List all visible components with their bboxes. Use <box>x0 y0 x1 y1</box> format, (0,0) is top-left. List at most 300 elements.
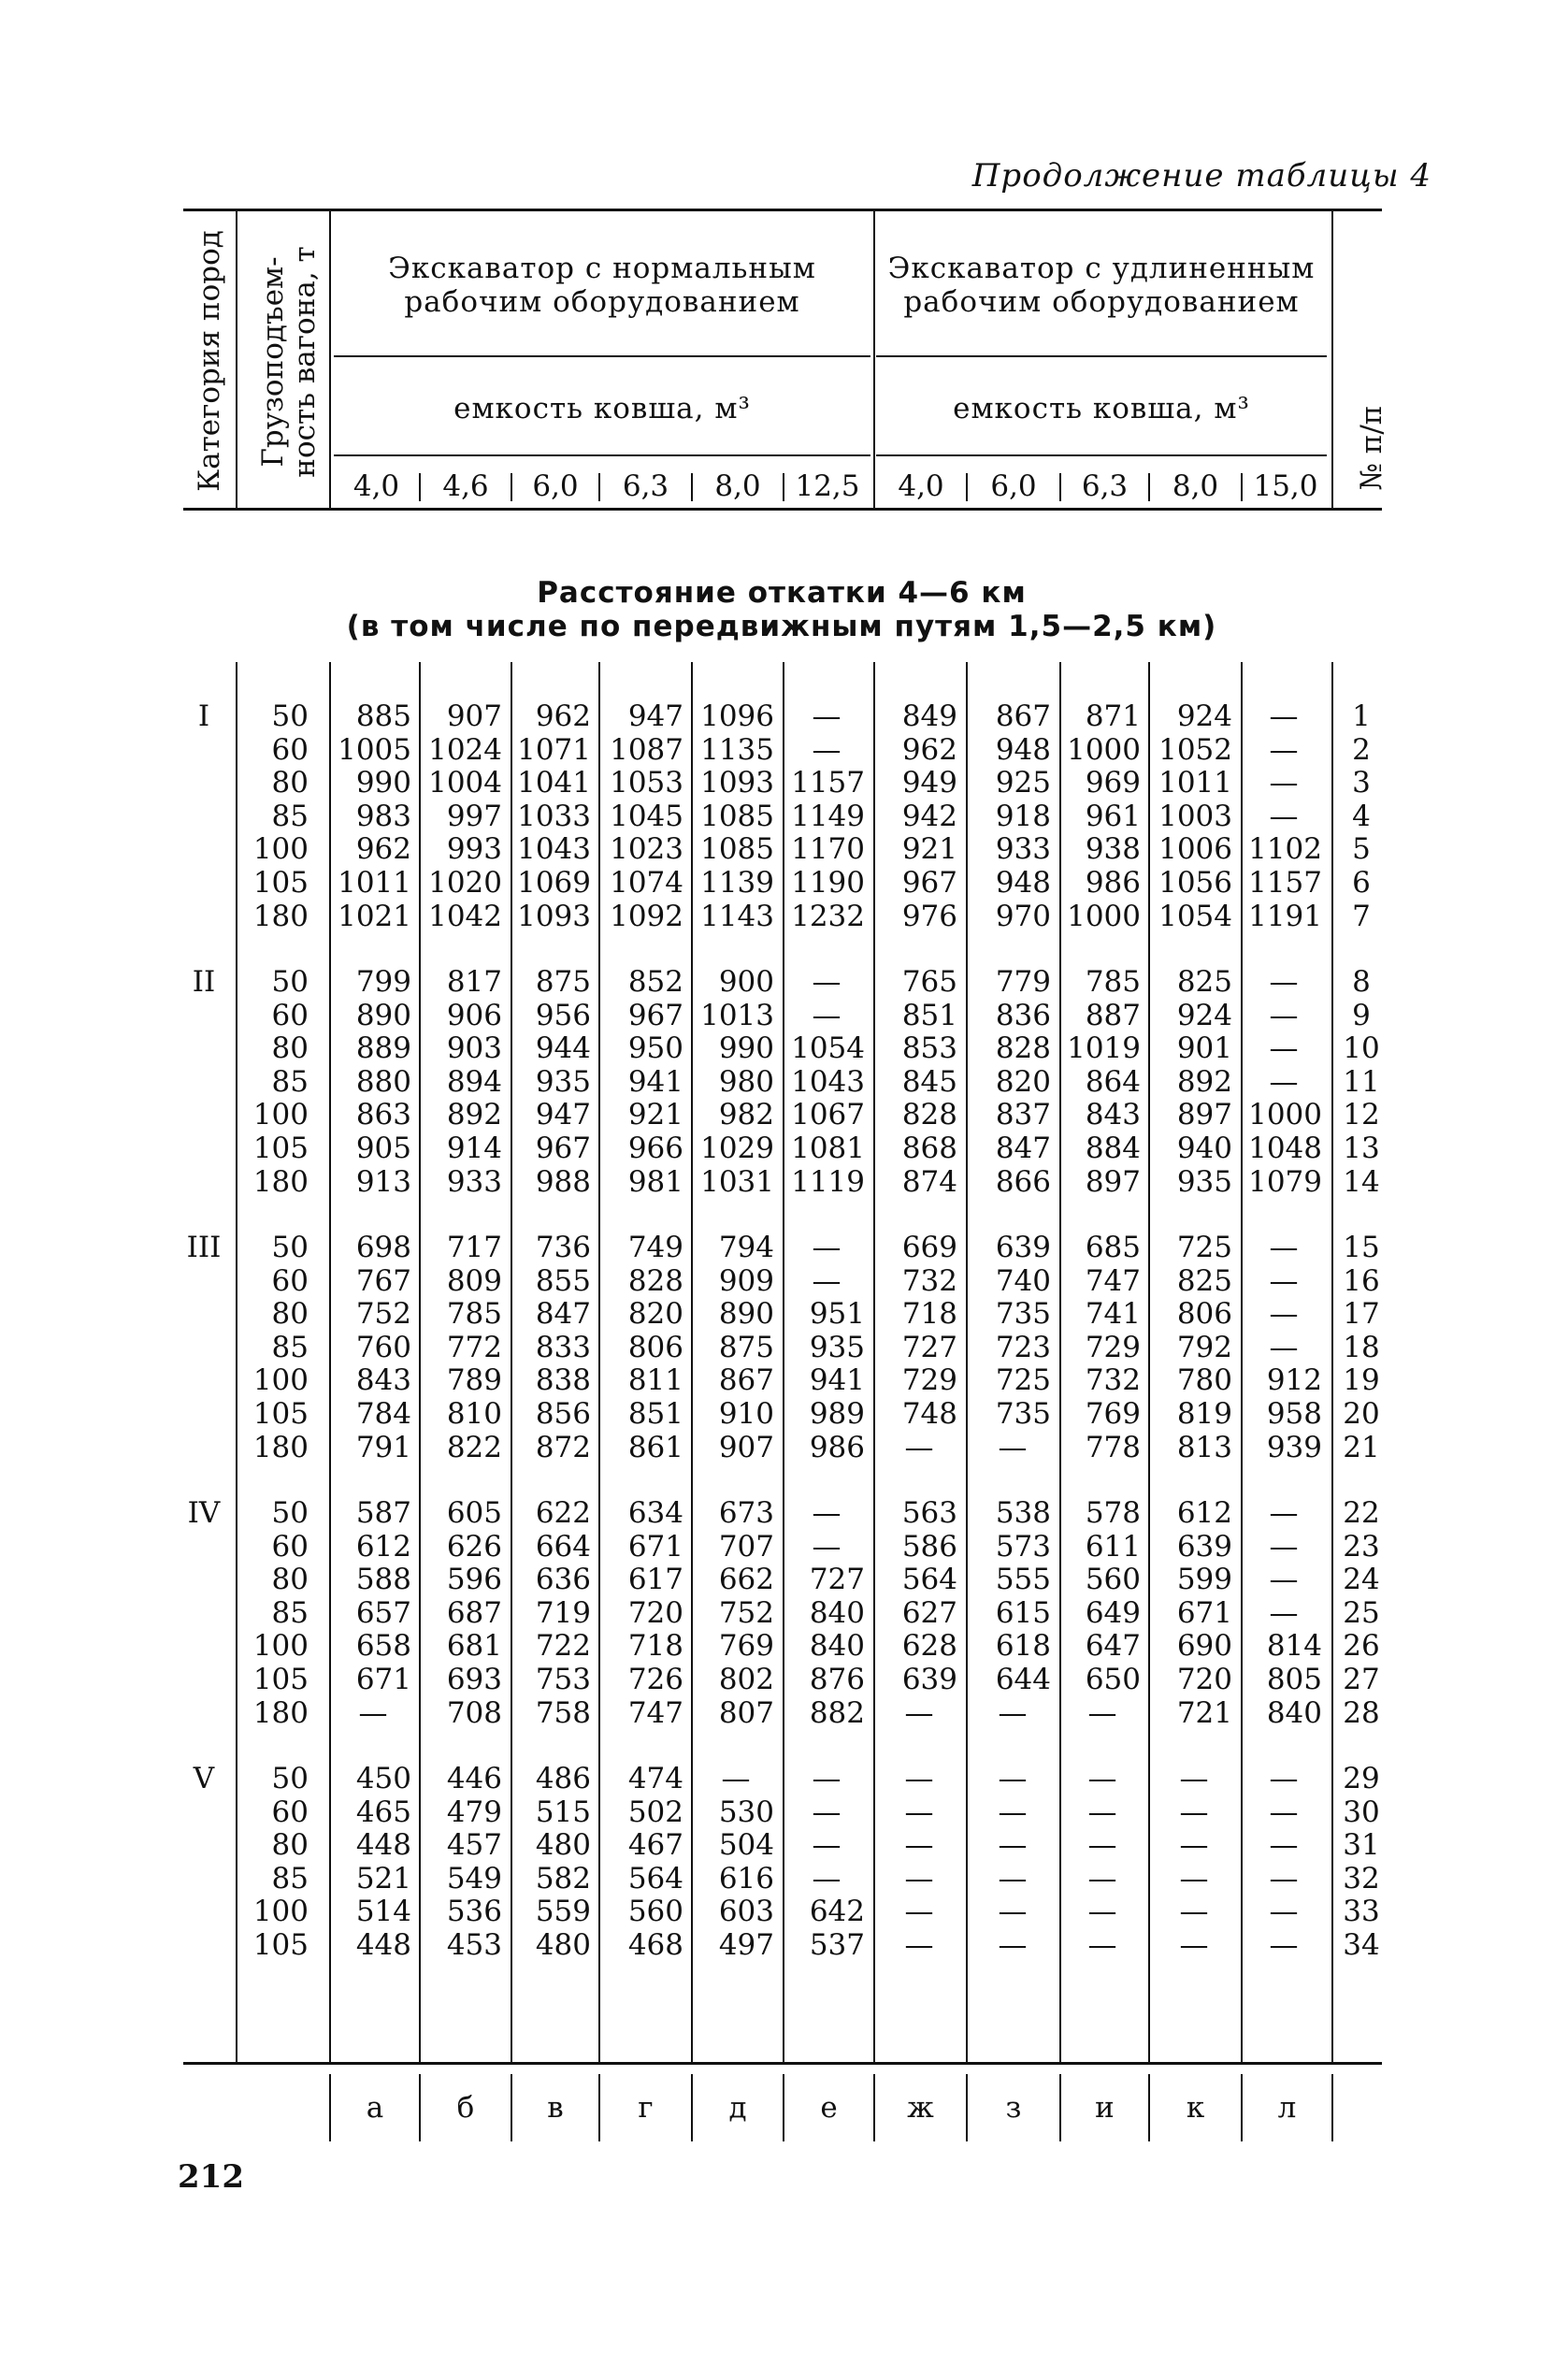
table-cell: 1043 <box>791 1064 865 1099</box>
table-cell: 805 <box>1266 1663 1322 1696</box>
body-column-rule <box>236 662 237 2062</box>
table-cell: 784 <box>355 1397 411 1431</box>
volume-cell: 12,5 <box>795 469 860 503</box>
table-cell: 864 <box>1085 1064 1141 1099</box>
wagon-capacity: 80 <box>271 1031 309 1066</box>
table-cell: 639 <box>901 1663 957 1696</box>
table-cell: 802 <box>718 1663 774 1696</box>
table-cell: 448 <box>355 1928 411 1962</box>
number-header: № п/п <box>1355 405 1388 491</box>
table-cell: 855 <box>535 1263 591 1298</box>
table-cell: 708 <box>446 1695 502 1730</box>
table-cell: 586 <box>901 1529 957 1564</box>
row-number: 32 <box>1343 1861 1380 1896</box>
table-cell: 662 <box>718 1563 774 1597</box>
body-column-rule <box>1331 662 1333 2062</box>
table-cell: 681 <box>446 1629 502 1664</box>
table-cell: 1093 <box>700 766 774 800</box>
table-cell: 840 <box>809 1595 865 1630</box>
footer-letter: к <box>1186 2091 1205 2125</box>
table-cell: 752 <box>718 1595 774 1630</box>
table-cell: — <box>904 1695 934 1730</box>
table-cell: 967 <box>627 998 683 1032</box>
table-cell: 1004 <box>428 766 502 800</box>
table-cell: 962 <box>535 699 591 733</box>
footer-letter: ж <box>907 2091 934 2125</box>
row-number: 21 <box>1343 1430 1380 1464</box>
table-cell: 837 <box>995 1098 1051 1132</box>
table-cell: 820 <box>995 1064 1051 1099</box>
row-number: 34 <box>1343 1928 1380 1962</box>
table-cell: 622 <box>535 1496 591 1530</box>
table-cell: 845 <box>901 1064 957 1099</box>
table-cell: 1119 <box>791 1164 865 1199</box>
wagon-capacity: 85 <box>271 1861 309 1896</box>
table-cell: — <box>1269 1795 1299 1829</box>
wagon-capacity: 85 <box>271 1064 309 1099</box>
table-cell: 1191 <box>1248 899 1322 933</box>
table-cell: 690 <box>1176 1629 1232 1664</box>
row-number: 4 <box>1352 799 1371 833</box>
table-cell: — <box>1087 1828 1117 1863</box>
header-top-rule <box>183 209 1382 211</box>
table-cell: 725 <box>1176 1231 1232 1264</box>
table-cell: 1081 <box>791 1132 865 1165</box>
wagon-capacity: 50 <box>271 965 309 999</box>
table-cell: 767 <box>355 1263 411 1298</box>
table-cell: 732 <box>1085 1363 1141 1398</box>
table-cell: 687 <box>446 1595 502 1630</box>
table-cell: 1074 <box>610 866 683 900</box>
table-cell: 925 <box>995 766 1051 800</box>
table-cell: 876 <box>809 1663 865 1696</box>
table-cell: — <box>1269 1496 1299 1530</box>
volume-separator <box>1148 473 1150 501</box>
table-cell: — <box>998 1795 1028 1829</box>
table-cell: — <box>1269 1529 1299 1564</box>
table-cell: 1023 <box>610 832 683 867</box>
table-cell: 868 <box>901 1132 957 1165</box>
table-cell: 905 <box>355 1132 411 1165</box>
table-cell: 727 <box>809 1563 865 1597</box>
table-cell: — <box>1179 1895 1209 1929</box>
table-cell: — <box>812 998 842 1032</box>
table-cell: 717 <box>446 1231 502 1264</box>
volume-separator <box>598 473 600 501</box>
table-cell: 446 <box>446 1762 502 1795</box>
footer-letter: з <box>1005 2091 1022 2125</box>
table-cell: 765 <box>901 965 957 999</box>
volume-cell: 4,0 <box>352 469 400 503</box>
footer-column-rule <box>1331 2074 1333 2141</box>
wagon-capacity: 105 <box>252 1928 309 1962</box>
table-cell: 962 <box>901 732 957 767</box>
table-cell: 817 <box>446 965 502 999</box>
table-cell: 884 <box>1085 1132 1141 1165</box>
table-cell: — <box>1179 1828 1209 1863</box>
table-cell: 707 <box>718 1529 774 1564</box>
table-cell: 639 <box>1176 1529 1232 1564</box>
table-cell: 536 <box>446 1895 502 1929</box>
table-cell: 907 <box>718 1430 774 1464</box>
volume-separator <box>511 473 512 501</box>
table-cell: 866 <box>995 1164 1051 1199</box>
table-cell: 760 <box>355 1330 411 1364</box>
wagon-capacity: 80 <box>271 1828 309 1863</box>
table-cell: 480 <box>535 1828 591 1863</box>
row-number: 31 <box>1343 1828 1380 1863</box>
volume-separator <box>966 473 968 501</box>
table-cell: 990 <box>355 766 411 800</box>
table-cell: 997 <box>446 799 502 833</box>
table-cell: 1170 <box>791 832 865 867</box>
row-number: 10 <box>1343 1031 1380 1066</box>
table-cell: 988 <box>535 1164 591 1199</box>
table-cell: — <box>1269 998 1299 1032</box>
table-cell: 664 <box>535 1529 591 1564</box>
wagon-capacity: 50 <box>271 1762 309 1795</box>
table-cell: 504 <box>718 1828 774 1863</box>
group2-title-line2: рабочим оборудованием <box>903 285 1300 319</box>
volume-separator <box>1241 473 1243 501</box>
table-cell: 924 <box>1176 699 1232 733</box>
table-cell: — <box>1269 1762 1299 1795</box>
table-cell: 582 <box>535 1861 591 1896</box>
volume-separator <box>419 473 421 501</box>
wagon-capacity: 85 <box>271 1330 309 1364</box>
table-cell: 874 <box>901 1164 957 1199</box>
table-cell: 820 <box>627 1297 683 1332</box>
table-cell: — <box>1179 1861 1209 1896</box>
table-cell: 890 <box>718 1297 774 1332</box>
table-cell: 1071 <box>517 732 591 767</box>
volume-cell: 6,0 <box>990 469 1037 503</box>
table-cell: 578 <box>1085 1496 1141 1530</box>
table-cell: 1085 <box>700 832 774 867</box>
table-continuation-caption: Продолжение таблицы 4 <box>971 157 1431 195</box>
table-cell: 615 <box>995 1595 1051 1630</box>
table-cell: 807 <box>718 1695 774 1730</box>
table-cell: 980 <box>718 1064 774 1099</box>
table-cell: — <box>358 1695 388 1730</box>
table-cell: 792 <box>1176 1330 1232 1364</box>
wagon-capacity: 60 <box>271 732 309 767</box>
table-cell: 1043 <box>517 832 591 867</box>
table-cell: 825 <box>1176 1263 1232 1298</box>
table-cell: 740 <box>995 1263 1051 1298</box>
table-cell: 982 <box>718 1098 774 1132</box>
table-cell: — <box>812 1231 842 1264</box>
table-cell: 779 <box>995 965 1051 999</box>
header-vline-1 <box>236 211 237 508</box>
table-cell: 457 <box>446 1828 502 1863</box>
footer-letter: б <box>456 2091 475 2125</box>
footer-letter: а <box>366 2091 384 2125</box>
table-cell: 828 <box>901 1098 957 1132</box>
table-cell: 549 <box>446 1861 502 1896</box>
table-cell: 1054 <box>1158 899 1232 933</box>
table-cell: 912 <box>1266 1363 1322 1398</box>
table-cell: 909 <box>718 1263 774 1298</box>
table-cell: 910 <box>718 1397 774 1431</box>
table-cell: — <box>1087 1695 1117 1730</box>
table-cell: 1019 <box>1067 1031 1141 1066</box>
table-cell: 951 <box>809 1297 865 1332</box>
table-cell: — <box>812 1496 842 1530</box>
table-cell: — <box>1269 699 1299 733</box>
table-cell: 887 <box>1085 998 1141 1032</box>
table-cell: — <box>812 1263 842 1298</box>
table-cell: 863 <box>355 1098 411 1132</box>
table-cell: 867 <box>995 699 1051 733</box>
table-cell: — <box>1269 1231 1299 1264</box>
table-cell: 587 <box>355 1496 411 1530</box>
table-cell: 634 <box>627 1496 683 1530</box>
row-number: 1 <box>1352 699 1371 733</box>
table-cell: 617 <box>627 1563 683 1597</box>
table-cell: 986 <box>809 1430 865 1464</box>
row-number: 7 <box>1352 899 1371 933</box>
table-cell: 502 <box>627 1795 683 1829</box>
header-vline-2 <box>329 211 331 508</box>
table-cell: 671 <box>1176 1595 1232 1630</box>
table-cell: — <box>1087 1795 1117 1829</box>
wagon-capacity: 105 <box>252 1397 309 1431</box>
section-title-line2: (в том числе по передвижным путям 1,5—2,5 км) <box>346 610 1217 643</box>
table-cell: 1087 <box>610 732 683 767</box>
table-cell: 948 <box>995 866 1051 900</box>
table-cell: 1143 <box>700 899 774 933</box>
footer-letter: и <box>1095 2091 1115 2125</box>
table-cell: 735 <box>995 1397 1051 1431</box>
body-column-rule <box>598 662 600 2062</box>
table-cell: 1013 <box>700 998 774 1032</box>
table-cell: 657 <box>355 1595 411 1630</box>
table-cell: — <box>812 732 842 767</box>
table-cell: 729 <box>1085 1330 1141 1364</box>
table-cell: 720 <box>1176 1663 1232 1696</box>
page-number: 212 <box>178 2158 244 2196</box>
table-cell: — <box>812 1529 842 1564</box>
table-cell: 791 <box>355 1430 411 1464</box>
table-cell: 605 <box>446 1496 502 1530</box>
table-cell: 474 <box>627 1762 683 1795</box>
table-cell: — <box>904 1430 934 1464</box>
table-cell: — <box>998 1828 1028 1863</box>
wagon-capacity: 50 <box>271 1496 309 1530</box>
table-cell: 671 <box>355 1663 411 1696</box>
table-cell: 769 <box>718 1629 774 1664</box>
table-cell: 966 <box>627 1132 683 1165</box>
table-cell: 747 <box>627 1695 683 1730</box>
header-vline-4 <box>1331 211 1333 508</box>
volume-cell: 4,0 <box>898 469 944 503</box>
table-cell: 698 <box>355 1231 411 1264</box>
table-cell: — <box>1269 1928 1299 1962</box>
rock-category: IV <box>187 1496 221 1530</box>
volume-separator <box>1059 473 1061 501</box>
table-cell: 871 <box>1085 699 1141 733</box>
table-cell: 612 <box>1176 1496 1232 1530</box>
table-cell: 833 <box>535 1330 591 1364</box>
wagon-capacity: 60 <box>271 1263 309 1298</box>
table-cell: 741 <box>1085 1297 1141 1332</box>
table-cell: 819 <box>1176 1397 1232 1431</box>
table-cell: — <box>812 965 842 999</box>
table-cell: 673 <box>718 1496 774 1530</box>
volume-cell: 4,6 <box>442 469 489 503</box>
table-cell: 885 <box>355 699 411 733</box>
table-cell: 642 <box>809 1895 865 1929</box>
header-group1-volume-rule <box>334 454 870 456</box>
volume-separator <box>783 473 784 501</box>
table-cell: 828 <box>995 1031 1051 1066</box>
table-cell: 933 <box>995 832 1051 867</box>
table-cell: 1157 <box>791 766 865 800</box>
table-cell: 1041 <box>517 766 591 800</box>
table-cell: 772 <box>446 1330 502 1364</box>
wagon-capacity: 80 <box>271 1563 309 1597</box>
wagon-capacity: 180 <box>252 1430 309 1464</box>
table-cell: 856 <box>535 1397 591 1431</box>
table-cell: 921 <box>901 832 957 867</box>
table-cell: 976 <box>901 899 957 933</box>
table-cell: 669 <box>901 1231 957 1264</box>
table-cell: 1000 <box>1067 899 1141 933</box>
table-cell: 729 <box>901 1363 957 1398</box>
volume-cell: 8,0 <box>714 469 761 503</box>
table-cell: 809 <box>446 1263 502 1298</box>
table-cell: 1054 <box>791 1031 865 1066</box>
table-cell: 1005 <box>338 732 411 767</box>
table-cell: 465 <box>355 1795 411 1829</box>
table-cell: 875 <box>718 1330 774 1364</box>
table-cell: 941 <box>627 1064 683 1099</box>
table-cell: 918 <box>995 799 1051 833</box>
table-cell: 840 <box>1266 1695 1322 1730</box>
table-cell: 892 <box>1176 1064 1232 1099</box>
table-cell: 851 <box>901 998 957 1032</box>
row-number: 3 <box>1352 766 1371 800</box>
table-cell: — <box>1269 1031 1299 1066</box>
table-cell: 514 <box>355 1895 411 1929</box>
wagon-capacity: 100 <box>252 1098 309 1132</box>
table-cell: 626 <box>446 1529 502 1564</box>
table-cell: 718 <box>901 1297 957 1332</box>
header-group2-divider <box>876 355 1327 357</box>
table-cell: 810 <box>446 1397 502 1431</box>
table-cell: 588 <box>355 1563 411 1597</box>
table-cell: 1069 <box>517 866 591 900</box>
table-cell: 530 <box>718 1795 774 1829</box>
wagon-capacity: 180 <box>252 1164 309 1199</box>
table-cell: 828 <box>627 1263 683 1298</box>
table-cell: 719 <box>535 1595 591 1630</box>
table-cell: 736 <box>535 1231 591 1264</box>
table-cell: 753 <box>535 1663 591 1696</box>
table-cell: — <box>812 1762 842 1795</box>
rock-category: II <box>192 965 216 999</box>
wagon-capacity: 100 <box>252 832 309 867</box>
table-cell: — <box>812 1828 842 1863</box>
capacity-header-line1: Грузоподъем- <box>256 256 290 468</box>
wagon-capacity: 60 <box>271 998 309 1032</box>
wagon-capacity: 100 <box>252 1363 309 1398</box>
table-cell: 1139 <box>700 866 774 900</box>
table-cell: 921 <box>627 1098 683 1132</box>
table-cell: 1079 <box>1248 1164 1322 1199</box>
table-cell: 813 <box>1176 1430 1232 1464</box>
table-cell: 894 <box>446 1064 502 1099</box>
header-group2-volume-rule <box>876 454 1327 456</box>
rock-category: I <box>197 699 210 733</box>
table-cell: 599 <box>1176 1563 1232 1597</box>
table-cell: 933 <box>446 1164 502 1199</box>
table-cell: 785 <box>446 1297 502 1332</box>
table-cell: 573 <box>995 1529 1051 1564</box>
table-cell: 901 <box>1176 1031 1232 1066</box>
wagon-capacity: 60 <box>271 1529 309 1564</box>
row-number: 33 <box>1343 1895 1380 1929</box>
row-number: 8 <box>1352 965 1371 999</box>
table-cell: 867 <box>718 1363 774 1398</box>
table-cell: — <box>1087 1928 1117 1962</box>
table-cell: 811 <box>627 1363 683 1398</box>
table-cell: 794 <box>718 1231 774 1264</box>
table-cell: 939 <box>1266 1430 1322 1464</box>
table-cell: 1029 <box>700 1132 774 1165</box>
header-vline-3 <box>873 211 875 508</box>
table-cell: 1085 <box>700 799 774 833</box>
table-cell: 1190 <box>791 866 865 900</box>
table-cell: 861 <box>627 1430 683 1464</box>
table-cell: 836 <box>995 998 1051 1032</box>
table-cell: 479 <box>446 1795 502 1829</box>
row-number: 2 <box>1352 732 1371 767</box>
table-cell: 603 <box>718 1895 774 1929</box>
table-cell: 559 <box>535 1895 591 1929</box>
table-cell: — <box>1269 1563 1299 1597</box>
table-cell: 907 <box>446 699 502 733</box>
table-cell: 892 <box>446 1098 502 1132</box>
table-cell: 969 <box>1085 766 1141 800</box>
table-cell: — <box>998 1928 1028 1962</box>
table-cell: — <box>812 1861 842 1896</box>
table-cell: 1048 <box>1248 1132 1322 1165</box>
table-cell: 732 <box>901 1263 957 1298</box>
wagon-capacity: 180 <box>252 899 309 933</box>
footer-letter: д <box>728 2091 747 2125</box>
table-cell: 843 <box>1085 1098 1141 1132</box>
table-cell: 890 <box>355 998 411 1032</box>
table-cell: 1045 <box>610 799 683 833</box>
table-cell: 726 <box>627 1663 683 1696</box>
table-cell: 735 <box>995 1297 1051 1332</box>
table-cell: — <box>1087 1762 1117 1795</box>
table-cell: 612 <box>355 1529 411 1564</box>
table-cell: — <box>1269 1861 1299 1896</box>
table-cell: — <box>1269 1064 1299 1099</box>
volume-cell: 8,0 <box>1172 469 1219 503</box>
table-cell: — <box>998 1861 1028 1896</box>
table-cell: 990 <box>718 1031 774 1066</box>
table-cell: — <box>1269 766 1299 800</box>
table-cell: 778 <box>1085 1430 1141 1464</box>
row-number: 14 <box>1343 1164 1380 1199</box>
table-cell: 468 <box>627 1928 683 1962</box>
row-number: 26 <box>1343 1629 1380 1664</box>
table-cell: 1135 <box>700 732 774 767</box>
